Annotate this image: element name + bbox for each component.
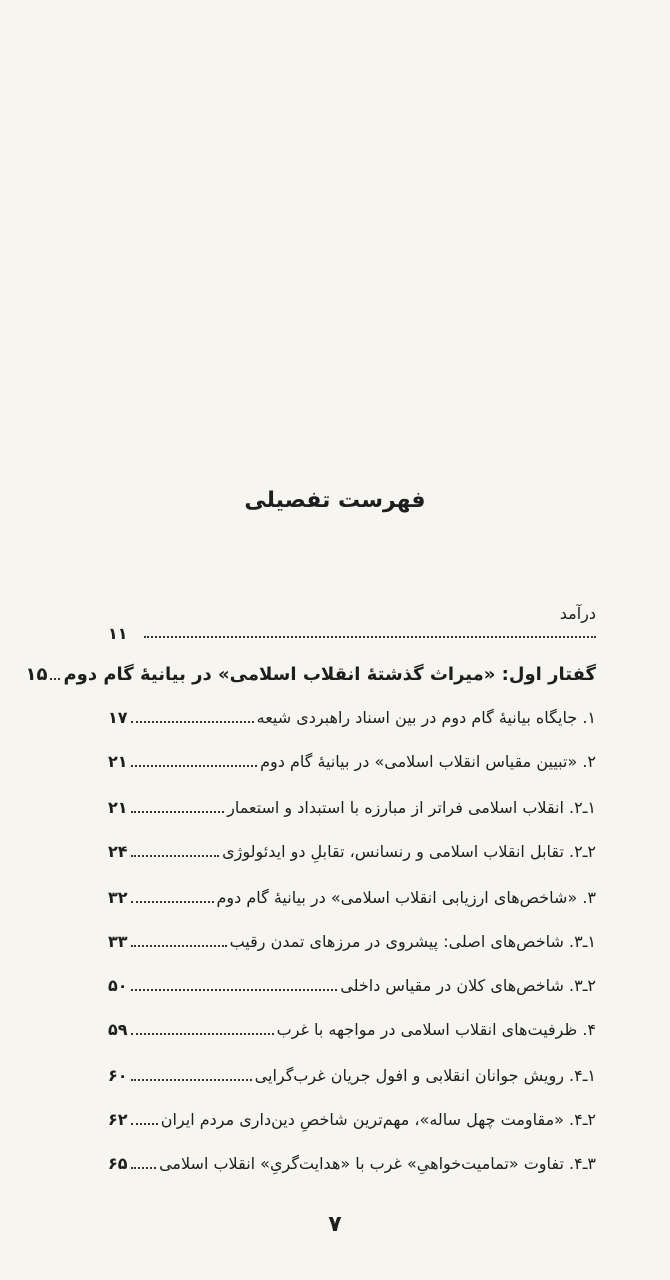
toc-entry-text: ۴. ظرفیت‌های انقلاب اسلامی در مواجهه با غرب [276,1020,596,1039]
dot-leader [131,711,254,723]
toc-entry [108,888,596,918]
toc-entry-text: گفتار اول: «میراث گذشتهٔ انقلاب اسلامی» در بیانیهٔ گام دوم [63,664,596,685]
toc-page-number: ۲۱ [108,752,128,771]
toc-entry-text: ۳. «شاخص‌های ارزیابی انقلاب اسلامی» در بیانیهٔ گام دوم [216,888,596,907]
toc-page-number: ۵۹ [108,1020,128,1039]
dot-leader [131,979,338,991]
toc-page-number: ۶۰ [108,1066,128,1085]
toc-entry [108,842,596,872]
toc-entry [108,752,596,782]
toc-page-number: ۵۰ [108,976,128,995]
dot-leader [131,1157,157,1169]
toc-entry [108,932,596,962]
toc-entry [108,798,596,828]
dot-leader [131,1113,158,1125]
toc-entry-text: ۲ـ۴. «مقاومت چهل ساله»، مهم‌ترین شاخصِ دین‌داری مردم ایران [160,1110,596,1129]
dot-leader [50,667,60,680]
toc-entry-intro [108,604,596,654]
toc-page-number: ۲۴ [108,842,128,861]
dot-leader [131,935,227,947]
toc-entry-text: ۱. جایگاه بیانیهٔ گام دوم در بین اسناد راهبردی شیعه [256,708,596,727]
dot-leader [131,1069,252,1081]
dot-leader [131,755,258,767]
page-title: فهرست تفصیلی [244,488,426,513]
toc-page-number: ۶۲ [108,1110,128,1129]
toc-page-number: ۱۱ [108,624,128,643]
toc-page-number: ۳۲ [108,888,128,907]
toc-entry-text: درآمد [559,604,596,623]
toc-page-number: ۲۱ [108,798,128,817]
toc-page-number: ۱۵ [25,664,48,685]
dot-leader [131,845,220,857]
toc-page-number: ۱۷ [108,708,128,727]
toc-entry-chapter-1 [25,664,596,694]
toc-page-number: ۳۳ [108,932,128,951]
page-number: ۷ [328,1212,342,1237]
toc-entry-text: ۱ـ۳. شاخص‌های اصلی: پیشروی در مرزهای تمدن رقیب [229,932,596,951]
toc-entry [108,1020,596,1050]
dot-leader [131,801,225,813]
toc-entry [108,1110,596,1140]
toc-entry [108,708,596,738]
toc-entry-text: ۲ـ۲. تقابل انقلاب اسلامی و رنسانس، تقابلِ دو ایدئولوژی [222,842,596,861]
toc-page-number: ۶۵ [108,1154,128,1173]
toc-entry-text: ۱ـ۲. انقلاب اسلامی فراتر از مبارزه با استبداد و استعمار [227,798,596,817]
toc-entry-text: ۲ـ۳. شاخص‌های کلان در مقیاس داخلی [340,976,596,995]
toc-entry-text: ۱ـ۴. رویش جوانان انقلابی و افول جریان غرب‌گرایی [254,1066,596,1085]
dot-leader [144,626,596,638]
toc-entry-text: ۲. «تبیین مقیاس انقلاب اسلامی» در بیانیهٔ گام دوم [260,752,596,771]
toc-entry [108,1066,596,1096]
dot-leader [131,891,214,903]
toc-entry [108,976,596,1006]
toc-entry [108,1154,596,1184]
dot-leader [131,1023,274,1035]
toc-entry-text: ۳ـ۴. تفاوت «تمامیت‌خواهیِ» غرب با «هدایت‌گریِ» انقلاب اسلامی [159,1154,596,1173]
